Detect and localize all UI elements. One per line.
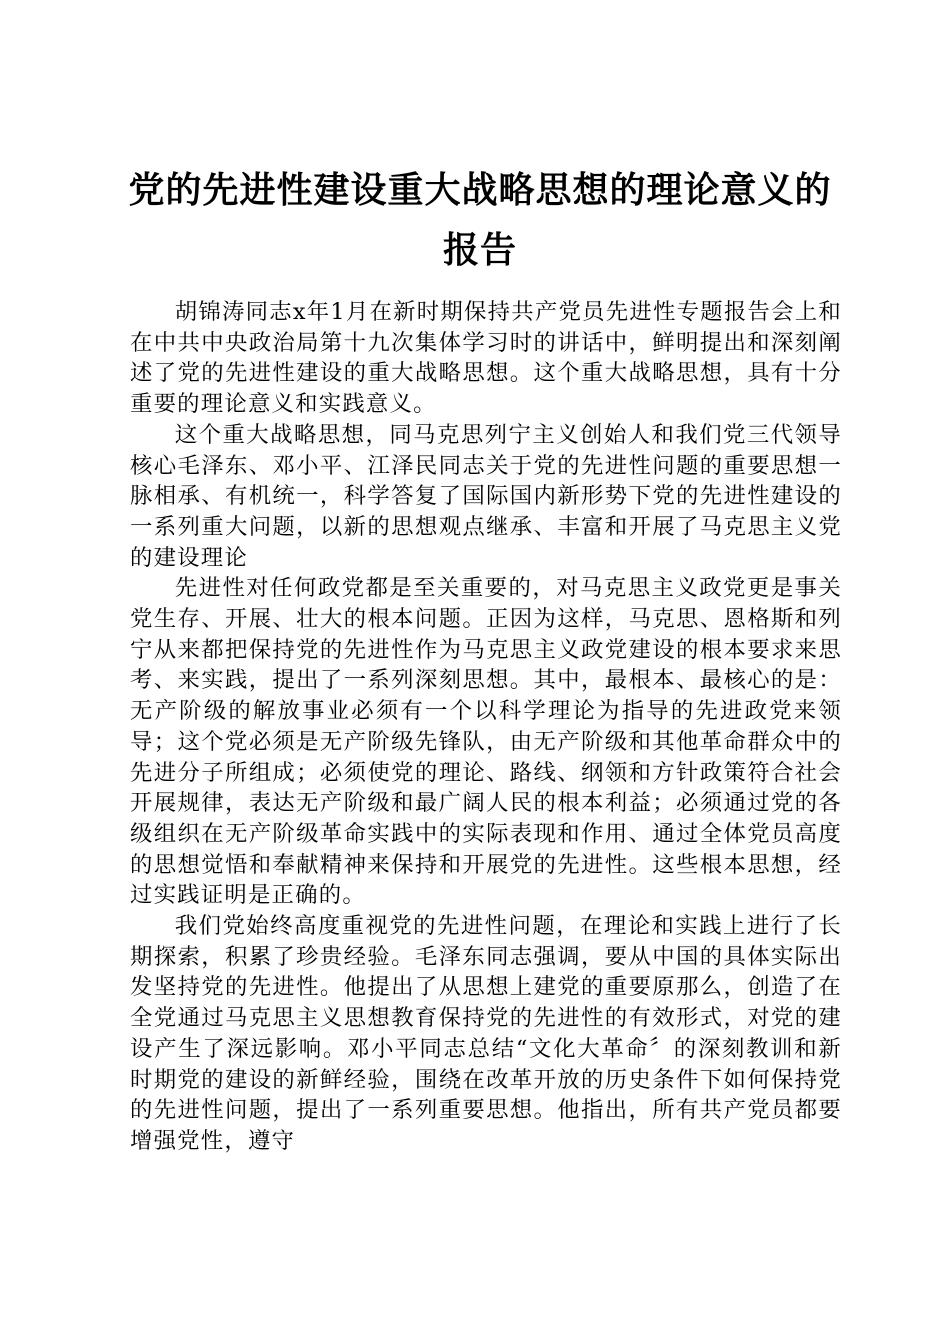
document-title: 党的先进性建设重大战略思想的理论意义的报告: [128, 169, 832, 271]
paragraph: 这个重大战略思想，同马克思列宁主义创始人和我们党三代领导核心毛泽东、邓小平、江泽民同志关于党的先进性问题的重要思想一脉相承、有机统一，科学答复了国际国内新形势下党的先进性建设的一系列重大问题，以新的思想观点继承、丰富和开展了马克思主义党的建设理论: [130, 421, 842, 571]
paragraph: 胡锦涛同志x年1月在新时期保持共产党员先进性专题报告会上和在中共中央政治局第十九次集体学习时的讲话中，鲜明提出和深刻阐述了党的先进性建设的重大战略思想。这个重大战略思想，具有十分重要的理论意义和实践意义。: [130, 299, 842, 418]
paragraph: 我们党始终高度重视党的先进性问题，在理论和实践上进行了长期探索，积累了珍贵经验。毛泽东同志强调，要从中国的具体实际出发坚持党的先进性。他提出了从思想上建党的重要原那么，创造了在全党通过马克思主义思想教育保持党的先进性的有效形式，对党的建设产生了深远影响。邓小平同志总结“文化大革命〞的深刻教训和新时期党的建设的新鲜经验，围绕在改革开放的历史条件下如何保持党的先进性问题，提出了一系列重要思想。他指出，所有共产党员都要增强党性，遵守: [130, 913, 842, 1154]
paragraph: 先进性对任何政党都是至关重要的，对马克思主义政党更是事关党生存、开展、壮大的根本问题。正因为这样，马克思、恩格斯和列宁从来都把保持党的先进性作为马克思主义政党建设的根本要求来思考、来实践，提出了一系列深刻思想。其中，最根本、最核心的是：无产阶级的解放事业必须有一个以科学理论为指导的先进政党来领导；这个党必须是无产阶级先锋队，由无产阶级和其他革命群众中的先进分子所组成；必须使党的理论、路线、纲领和方针政策符合社会开展规律，表达无产阶级和最广阔人民的根本利益；必须通过党的各级组织在无产阶级革命实践中的实际表现和作用、通过全体党员高度的思想觉悟和奉献精神来保持和开展党的先进性。这些根本思想，经过实践证明是正确的。: [130, 575, 842, 909]
document-body: [130, 297, 842, 1157]
